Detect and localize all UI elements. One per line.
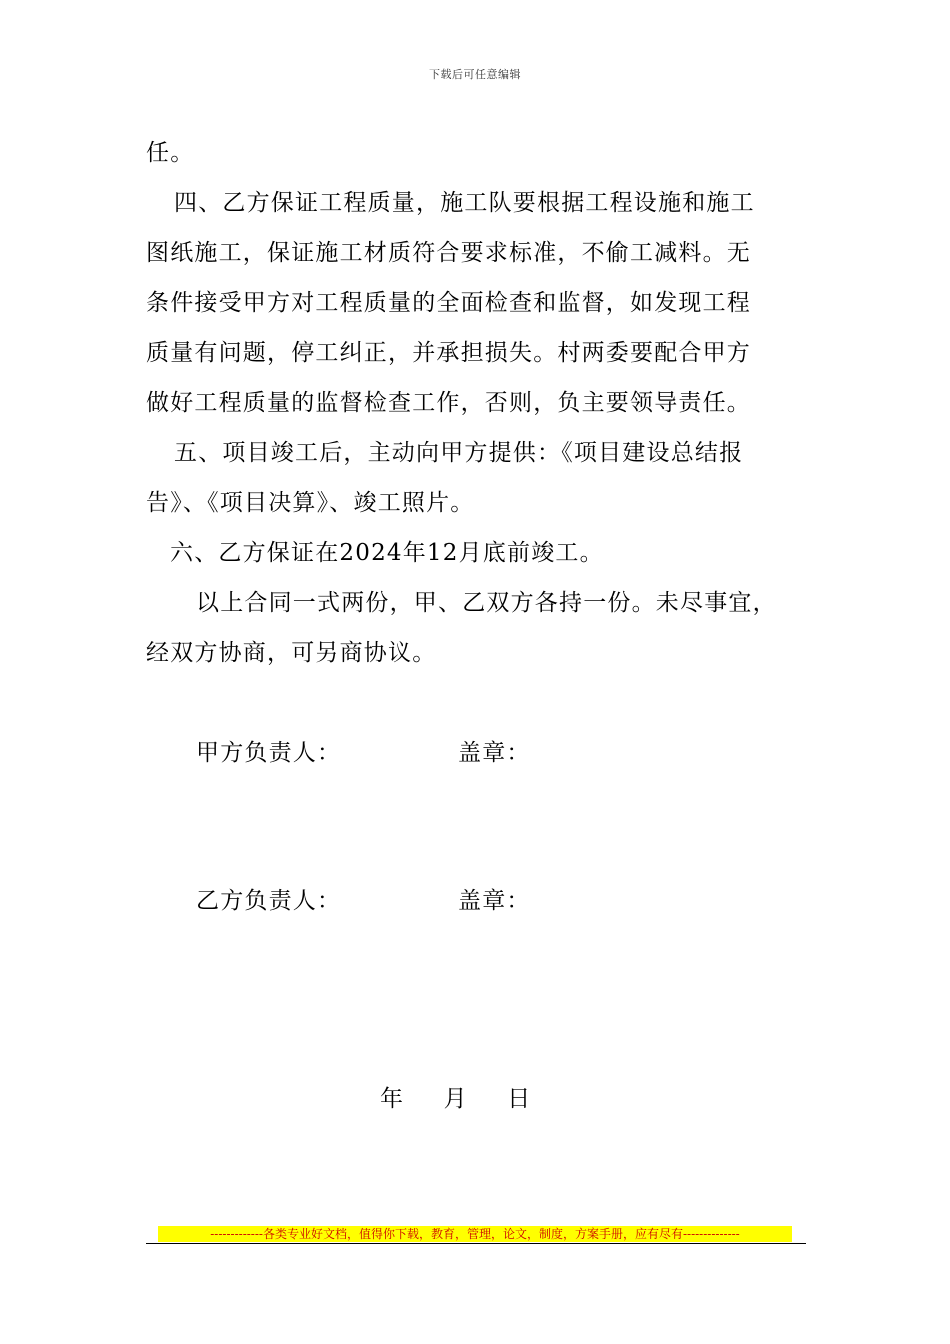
paragraph-continuation: 任。 — [146, 140, 195, 166]
clause-four-line-5: 做好工程质量的监督检查工作，否则，负主要领导责任。 — [146, 390, 751, 416]
date-day: 日 — [507, 1086, 531, 1112]
party-b-seal-label: 盖章： — [458, 888, 531, 914]
party-a-seal-label: 盖章： — [458, 740, 531, 766]
party-b-signatory-label: 乙方负责人： — [196, 888, 342, 914]
clause-four-line-2: 图纸施工，保证施工材质符合要求标准，不偷工减料。无 — [146, 240, 751, 266]
party-a-signatory-label: 甲方负责人： — [196, 740, 342, 766]
date-month: 月 — [443, 1086, 467, 1112]
page-header: 下载后可任意编辑 — [429, 68, 521, 81]
footer-banner: -------------各类专业好文档，值得你下载，教育，管理，论文，制度，方案手册，应有尽有-------------- — [158, 1226, 792, 1242]
date-line — [380, 1080, 530, 1113]
clause-five-line-1: 五、项目竣工后，主动向甲方提供：《项目建设总结报 — [174, 440, 744, 466]
footer-divider — [146, 1243, 806, 1244]
clause-four-line-3: 条件接受甲方对工程质量的全面检查和监督，如发现工程 — [146, 290, 751, 316]
clause-five-line-2: 告》、《项目决算》、竣工照片。 — [146, 490, 475, 516]
closing-line-1: 以上合同一式两份，甲、乙双方各持一份。未尽事宜， — [196, 590, 777, 616]
clause-six: 六、乙方保证在2024年12月底前竣工。 — [170, 540, 604, 566]
date-year: 年 — [380, 1086, 403, 1112]
closing-line-2: 经双方协商，可另商协议。 — [146, 640, 437, 666]
clause-four-line-4: 质量有问题，停工纠正，并承担损失。村两委要配合甲方 — [146, 340, 751, 366]
clause-four-line-1: 四、乙方保证工程质量，施工队要根据工程设施和施工 — [174, 190, 755, 216]
